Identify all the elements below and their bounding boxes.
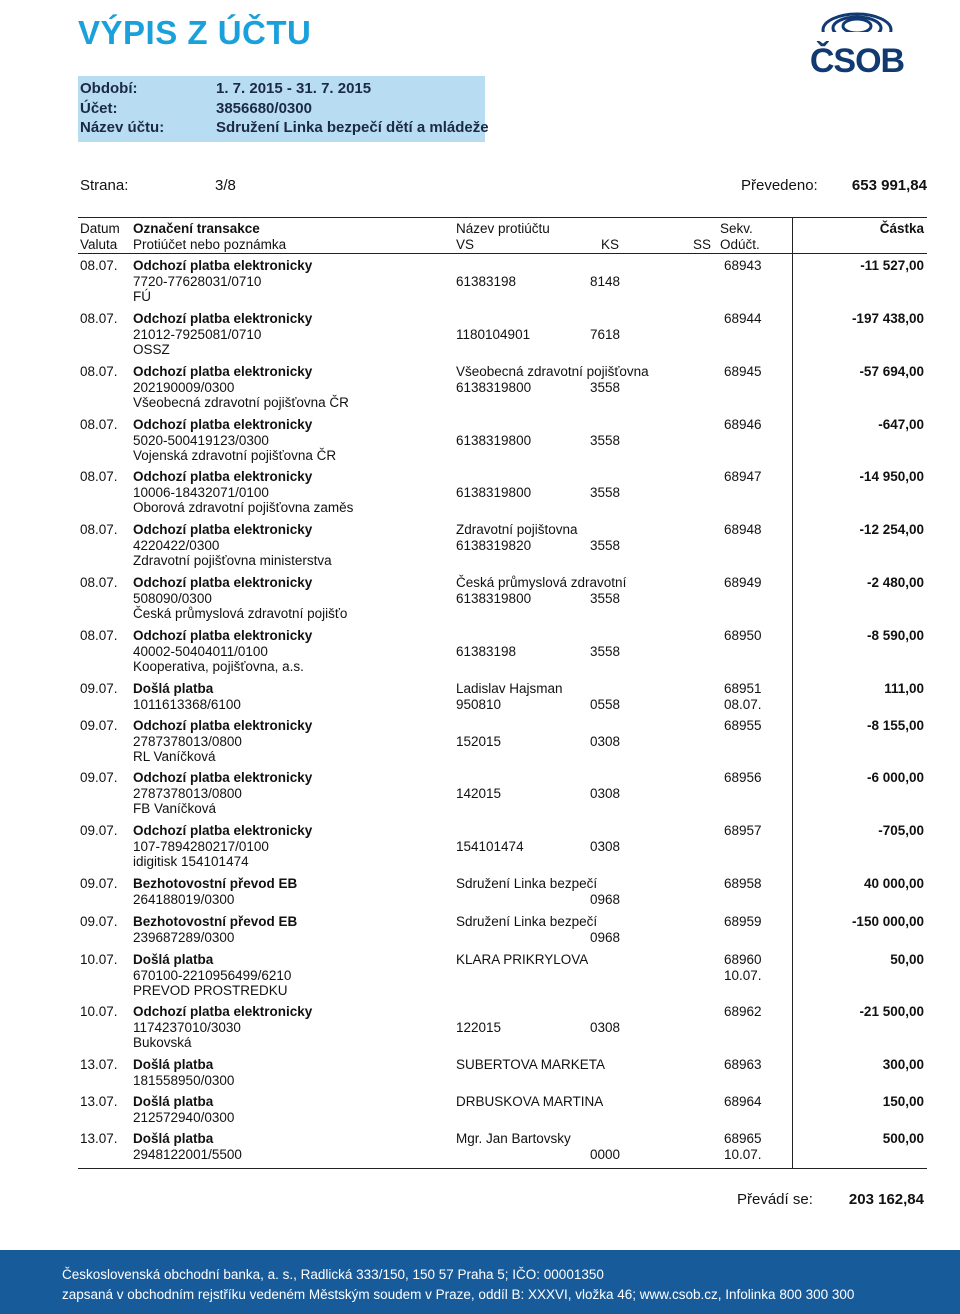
cell-sekv: 68951 <box>724 681 762 696</box>
cell-vs: 154101474 <box>456 838 524 854</box>
cell-name: Sdružení Linka bezpečí <box>456 876 598 891</box>
cell-date: 08.07. <box>80 258 118 273</box>
cell-vs: 142015 <box>456 785 502 801</box>
cell-name: Sdružení Linka bezpečí <box>456 914 598 929</box>
cell-account: 2948122001/5500 <box>133 1146 242 1162</box>
cell-type: Odchozí platba elektronicky <box>133 628 313 643</box>
cell-account: 508090/0300 <box>133 590 212 606</box>
cell-account: 212572940/0300 <box>133 1109 235 1125</box>
cell-account: 21012-7925081/0710 <box>133 326 262 342</box>
cell-vs: 6138319800 <box>456 379 532 395</box>
cell-ks: 0308 <box>590 1019 621 1035</box>
cell-account: 40002-50404011/0100 <box>133 643 268 659</box>
cell-name: Česká průmyslová zdravotní <box>456 575 627 590</box>
table-bottom-rule <box>78 1168 927 1169</box>
info-label: Období: <box>80 80 138 97</box>
cell-oduct: 10.07. <box>724 967 762 983</box>
cell-name: Ladislav Hajsman <box>456 681 563 696</box>
info-account-name <box>80 119 489 139</box>
cell-date: 13.07. <box>80 1094 118 1109</box>
cell-amount: -8 590,00 <box>866 628 924 643</box>
cell-account: 181558950/0300 <box>133 1072 235 1088</box>
page-number: 3/8 <box>215 177 236 194</box>
cell-name: Zdravotní pojištovna <box>456 522 578 537</box>
cell-ks: 0308 <box>590 733 621 749</box>
cell-type: Došlá platba <box>133 952 214 967</box>
info-period <box>80 80 485 100</box>
cell-amount: -197 438,00 <box>851 311 924 326</box>
cell-name: DRBUSKOVA MARTINA <box>456 1094 604 1109</box>
cell-ks: 3558 <box>590 432 621 448</box>
cell-account: 5020-500419123/0300 <box>133 432 269 448</box>
cell-date: 08.07. <box>80 364 118 379</box>
cell-sekv: 68965 <box>724 1131 762 1146</box>
cell-note: RL Vaníčková <box>133 749 216 764</box>
cell-vs: 6138319800 <box>456 484 532 500</box>
cell-ks: 3558 <box>590 537 621 553</box>
cell-type: Odchozí platba elektronicky <box>133 469 313 484</box>
cell-ks: 0000 <box>590 1146 621 1162</box>
header-oznaceni: Označení transakce <box>133 221 260 236</box>
cell-amount: -11 527,00 <box>860 258 924 273</box>
cell-amount: -2 480,00 <box>866 575 924 590</box>
cell-amount: -705,00 <box>878 823 924 838</box>
cell-vs: 6138319800 <box>456 432 532 448</box>
cell-vs: 1180104901 <box>456 326 531 342</box>
carried-in-value: 653 991,84 <box>851 177 927 194</box>
cell-account: 239687289/0300 <box>133 929 235 945</box>
cell-account: 7720-77628031/0710 <box>133 273 262 289</box>
cell-account: 10006-18432071/0100 <box>133 484 269 500</box>
header-castka: Částka <box>879 221 924 236</box>
cell-account: 107-7894280217/0100 <box>133 838 269 854</box>
cell-account: 670100-2210956499/6210 <box>133 967 292 983</box>
cell-date: 08.07. <box>80 417 118 432</box>
cell-type: Odchozí platba elektronicky <box>133 258 313 273</box>
footer-line-1: Československá obchodní banka, a. s., Radlická 333/150, 150 57 Praha 5; IČO: 00001350 <box>62 1267 604 1282</box>
cell-ks: 3558 <box>590 643 621 659</box>
cell-vs: 152015 <box>456 733 502 749</box>
cell-date: 13.07. <box>80 1057 118 1072</box>
cell-date: 10.07. <box>80 952 118 967</box>
cell-account: 1011613368/6100 <box>133 696 241 712</box>
table-top-rule <box>78 217 927 218</box>
cell-amount: -14 950,00 <box>859 469 924 484</box>
cell-amount: -57 694,00 <box>859 364 924 379</box>
cell-sekv: 68943 <box>724 258 762 273</box>
cell-note: FB Vaníčková <box>133 801 217 816</box>
cell-type: Odchozí platba elektronicky <box>133 522 313 537</box>
cell-note: Vojenská zdravotní pojišťovna ČR <box>133 448 337 463</box>
cell-date: 08.07. <box>80 311 118 326</box>
amount-column-rule <box>792 217 793 1168</box>
cell-note: Česká průmyslová zdravotní pojišťo <box>133 606 348 621</box>
cell-amount: 300,00 <box>882 1057 924 1072</box>
header-sekv: Sekv. <box>720 221 753 236</box>
cell-type: Bezhotovostní převod EB <box>133 876 298 891</box>
footer-line-2: zapsaná v obchodním rejstříku vedeném Městským soudem v Praze, oddíl B: XXXVI, vložka 46; www.csob.cz, Infolinka 800 300 300 <box>62 1287 855 1302</box>
cell-name: Všeobecná zdravotní pojišťovna <box>456 364 649 379</box>
cell-sekv: 68958 <box>724 876 762 891</box>
cell-amount: 40 000,00 <box>863 876 924 891</box>
header-vs: VS <box>456 237 475 252</box>
info-label: Název účtu: <box>80 119 165 136</box>
cell-sekv: 68957 <box>724 823 762 838</box>
cell-sekv: 68955 <box>724 718 762 733</box>
cell-date: 09.07. <box>80 770 118 785</box>
page-label: Strana: <box>80 177 129 194</box>
cell-ks: 0968 <box>590 891 621 907</box>
cell-date: 09.07. <box>80 681 118 696</box>
cell-note: Oborová zdravotní pojišťovna zaměs <box>133 500 354 515</box>
cell-date: 08.07. <box>80 469 118 484</box>
cell-vs: 6138319800 <box>456 590 532 606</box>
header-bottom-rule <box>78 253 927 254</box>
cell-type: Došlá platba <box>133 681 214 696</box>
cell-ks: 7618 <box>590 326 621 342</box>
header-protiucet: Protiúčet nebo poznámka <box>133 237 287 252</box>
account-info-box <box>78 76 489 142</box>
cell-ks: 0968 <box>590 929 621 945</box>
cell-ks: 0308 <box>590 838 621 854</box>
cell-ks: 3558 <box>590 379 621 395</box>
cell-sekv: 68963 <box>724 1057 762 1072</box>
cell-date: 08.07. <box>80 522 118 537</box>
cell-vs: 6138319820 <box>456 537 532 553</box>
cell-account: 2787378013/0800 <box>133 785 242 801</box>
cell-type: Odchozí platba elektronicky <box>133 823 313 838</box>
cell-date: 09.07. <box>80 876 118 891</box>
cell-name: Mgr. Jan Bartovsky <box>456 1131 571 1146</box>
cell-type: Došlá platba <box>133 1094 214 1109</box>
carried-in-label: Převedeno: <box>741 177 818 194</box>
cell-vs: 61383198 <box>456 273 517 289</box>
cell-date: 08.07. <box>80 628 118 643</box>
info-value: 3856680/0300 <box>216 99 312 117</box>
cell-ks: 3558 <box>590 484 621 500</box>
info-value: 1. 7. 2015 - 31. 7. 2015 <box>216 80 372 97</box>
cell-amount: -6 000,00 <box>866 770 924 785</box>
cell-amount: 50,00 <box>890 952 924 967</box>
cell-amount: -150 000,00 <box>851 914 924 929</box>
cell-ks: 0308 <box>590 785 621 801</box>
cell-amount: 111,00 <box>884 681 924 696</box>
carried-out-value: 203 162,84 <box>848 1191 924 1208</box>
cell-name: KLARA PRIKRYLOVA <box>456 952 589 967</box>
cell-type: Odchozí platba elektronicky <box>133 364 313 379</box>
cell-type: Došlá platba <box>133 1131 214 1146</box>
cell-date: 13.07. <box>80 1131 118 1146</box>
cell-sekv: 68956 <box>724 770 762 785</box>
cell-note: FÚ <box>133 289 151 304</box>
cell-oduct: 10.07. <box>724 1146 762 1162</box>
page-title: VÝPIS Z ÚČTU <box>78 14 312 51</box>
cell-note: PREVOD PROSTREDKU <box>133 983 288 998</box>
cell-sekv: 68964 <box>724 1094 762 1109</box>
cell-amount: -12 254,00 <box>859 522 924 537</box>
cell-type: Odchozí platba elektronicky <box>133 718 313 733</box>
cell-sekv: 68949 <box>724 575 762 590</box>
cell-note: Všeobecná zdravotní pojišťovna ČR <box>133 395 349 410</box>
logo-wordmark: ČSOB <box>809 42 905 80</box>
cell-note: Bukovská <box>133 1035 192 1050</box>
cell-date: 08.07. <box>80 575 118 590</box>
cell-sekv: 68959 <box>724 914 762 929</box>
header-ks: KS <box>601 237 620 252</box>
cell-note: OSSZ <box>133 342 170 357</box>
cell-amount: 150,00 <box>882 1094 924 1109</box>
cell-account: 4220422/0300 <box>133 537 220 553</box>
cell-vs: 61383198 <box>456 643 517 659</box>
header-ss: SS <box>693 237 712 252</box>
cell-sekv: 68948 <box>724 522 762 537</box>
cell-note: idigitisk 154101474 <box>133 854 249 869</box>
cell-sekv: 68944 <box>724 311 762 326</box>
header-valuta: Valuta <box>80 237 118 252</box>
cell-ks: 3558 <box>590 590 621 606</box>
cell-type: Odchozí platba elektronicky <box>133 417 313 432</box>
cell-date: 09.07. <box>80 718 118 733</box>
cell-name: SUBERTOVA MARKETA <box>456 1057 606 1072</box>
cell-amount: -8 155,00 <box>866 718 924 733</box>
csob-logo <box>808 4 906 78</box>
cell-account: 202190009/0300 <box>133 379 235 395</box>
bank-footer <box>0 1250 960 1314</box>
cell-type: Odchozí platba elektronicky <box>133 770 313 785</box>
cell-ks: 0558 <box>590 696 621 712</box>
cell-vs: 950810 <box>456 696 502 712</box>
cell-account: 1174237010/3030 <box>133 1019 241 1035</box>
header-datum: Datum <box>80 221 120 236</box>
header-nazev: Název protiúčtu <box>456 221 550 236</box>
info-account <box>80 100 485 120</box>
cell-amount: -21 500,00 <box>859 1004 924 1019</box>
cell-note: Kooperativa, pojišťovna, a.s. <box>133 659 304 674</box>
info-value: Sdružení Linka bezpečí dětí a mládeže <box>216 119 489 136</box>
cell-vs: 122015 <box>456 1019 502 1035</box>
cell-sekv: 68962 <box>724 1004 762 1019</box>
cell-date: 09.07. <box>80 823 118 838</box>
cell-sekv: 68947 <box>724 469 762 484</box>
cell-sekv: 68946 <box>724 417 762 432</box>
cell-sekv: 68950 <box>724 628 762 643</box>
cell-amount: -647,00 <box>878 417 924 432</box>
cell-sekv: 68960 <box>724 952 762 967</box>
cell-oduct: 08.07. <box>724 696 762 712</box>
carried-out-label: Převádí se: <box>737 1191 813 1208</box>
header-oduct: Odúčt. <box>720 237 760 252</box>
cell-amount: 500,00 <box>882 1131 924 1146</box>
cell-ks: 8148 <box>590 273 621 289</box>
cell-account: 2787378013/0800 <box>133 733 242 749</box>
cell-type: Došlá platba <box>133 1057 214 1072</box>
cell-type: Odchozí platba elektronicky <box>133 1004 313 1019</box>
info-label: Účet: <box>80 99 118 117</box>
cell-type: Odchozí platba elektronicky <box>133 311 313 326</box>
cell-type: Bezhotovostní převod EB <box>133 914 298 929</box>
cell-note: Zdravotní pojišťovna ministerstva <box>133 553 332 568</box>
cell-date: 09.07. <box>80 914 118 929</box>
cell-sekv: 68945 <box>724 364 762 379</box>
cell-account: 264188019/0300 <box>133 891 235 907</box>
cell-type: Odchozí platba elektronicky <box>133 575 313 590</box>
cell-date: 10.07. <box>80 1004 118 1019</box>
